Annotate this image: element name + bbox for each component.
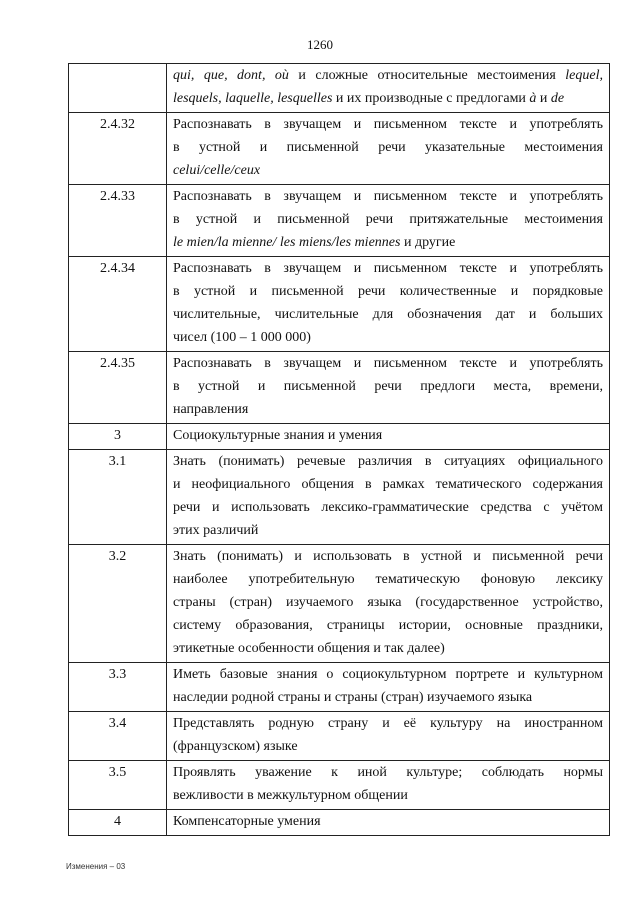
text-segment: Распознавать в звучащем и письменном тексте и употреблять: [173, 117, 603, 132]
text-line: [173, 686, 603, 709]
text-line: [173, 280, 603, 303]
section-description: [167, 352, 610, 424]
section-description: [167, 663, 610, 712]
text-segment: и: [536, 91, 551, 106]
text-segment: вежливости в межкультурном общении: [173, 788, 408, 803]
text-segment: Компенсаторные умения: [173, 814, 321, 829]
text-segment: и неофициального общения в рамках тематического содержания: [173, 477, 603, 492]
section-number: 2.4.32: [69, 113, 167, 185]
text-segment: Знать (понимать) речевые различия в ситуациях официального: [173, 454, 603, 469]
text-line: [173, 375, 603, 398]
text-line: [173, 231, 603, 254]
section-number: 3.5: [69, 761, 167, 810]
content-table: [68, 63, 610, 836]
table-row: [69, 663, 610, 712]
text-line: [173, 735, 603, 758]
text-line: [173, 810, 603, 833]
text-line: [173, 303, 603, 326]
text-line: [173, 784, 603, 807]
text-segment: наследии родной страны и страны (стран) изучаемого языка: [173, 690, 533, 705]
text-segment: и их производные с предлогами: [332, 91, 530, 106]
table-row: [69, 185, 610, 257]
text-line: [173, 159, 603, 182]
text-line: [173, 352, 603, 375]
table-row: [69, 424, 610, 450]
table-row: [69, 113, 610, 185]
section-description: [167, 810, 610, 836]
italic-term: qui, que, dont, où: [173, 68, 289, 83]
text-line: [173, 591, 603, 614]
text-segment: и сложные относительные местоимения: [288, 68, 566, 83]
text-segment: в устной и письменной речи указательные местоимения: [173, 140, 603, 155]
section-description: [167, 113, 610, 185]
section-description: [167, 545, 610, 663]
text-segment: страны (стран) изучаемого языка (государственное устройство,: [173, 595, 603, 610]
text-segment: Социокультурные знания и умения: [173, 428, 383, 443]
text-line: [173, 113, 603, 136]
section-description: [167, 424, 610, 450]
section-description: [167, 450, 610, 545]
text-segment: в устной и письменной речи притяжательные местоимения: [173, 212, 603, 227]
text-line: [173, 398, 603, 421]
text-line: [173, 761, 603, 784]
italic-term: lesquels, laquelle, lesquelles: [173, 91, 333, 106]
text-line: [173, 185, 603, 208]
text-segment: Проявлять уважение к иной культуре; соблюдать нормы: [173, 765, 603, 780]
text-line: [173, 326, 603, 349]
text-line: [173, 519, 603, 542]
italic-term: à: [529, 91, 537, 106]
table-row: [69, 450, 610, 545]
text-segment: систему образования, страницы истории, основные праздники,: [173, 618, 603, 633]
text-line: [173, 614, 603, 637]
text-line: [173, 545, 603, 568]
table-row: [69, 810, 610, 836]
text-segment: наиболее употребительную тематическую фоновую лексику: [173, 572, 603, 587]
footer-revision: Изменения – 03: [66, 862, 126, 871]
text-line: [173, 424, 603, 447]
italic-term: le mien/la mienne/ les miens/les miennes: [173, 235, 401, 250]
table-row: [69, 352, 610, 424]
text-line: [173, 64, 603, 87]
text-segment: чисел (100 – 1 000 000): [173, 330, 311, 345]
section-description: [167, 712, 610, 761]
section-number: 2.4.33: [69, 185, 167, 257]
table-row: [69, 712, 610, 761]
section-number: 2.4.35: [69, 352, 167, 424]
text-segment: направления: [173, 402, 249, 417]
table-row: [69, 257, 610, 352]
section-number: [69, 64, 167, 113]
text-segment: этикетные особенности общения и так далее): [173, 641, 445, 656]
section-description: [167, 257, 610, 352]
table-row: [69, 64, 610, 113]
text-segment: этих различий: [173, 523, 259, 538]
text-segment: Представлять родную страну и её культуру на иностранном: [173, 716, 603, 731]
text-line: [173, 637, 603, 660]
section-number: 3.2: [69, 545, 167, 663]
text-line: [173, 136, 603, 159]
table-row: [69, 545, 610, 663]
section-number: 3.1: [69, 450, 167, 545]
text-line: [173, 87, 603, 110]
text-segment: и другие: [400, 235, 456, 250]
italic-term: celui/celle/ceux: [173, 163, 261, 178]
text-segment: Распознавать в звучащем и письменном тексте и употреблять: [173, 189, 603, 204]
text-line: [173, 712, 603, 735]
text-line: [173, 208, 603, 231]
table-row: [69, 761, 610, 810]
section-description: [167, 64, 610, 113]
section-number: 3.3: [69, 663, 167, 712]
text-segment: Знать (понимать) и использовать в устной и письменной речи: [173, 549, 603, 564]
page-number: 1260: [307, 37, 333, 52]
text-segment: числительные, числительные для обозначения дат и больших: [173, 307, 603, 322]
text-segment: в устной и письменной речи предлоги места, времени,: [173, 379, 603, 394]
text-segment: Распознавать в звучащем и письменном тексте и употреблять: [173, 356, 603, 371]
text-line: [173, 663, 603, 686]
section-number: 3.4: [69, 712, 167, 761]
text-line: [173, 568, 603, 591]
text-line: [173, 496, 603, 519]
section-description: [167, 185, 610, 257]
text-line: [173, 450, 603, 473]
text-segment: в устной и письменной речи количественные и порядковые: [173, 284, 603, 299]
italic-term: lequel,: [565, 68, 603, 83]
section-number: 2.4.34: [69, 257, 167, 352]
text-segment: Иметь базовые знания о социокультурном портрете и культурном: [173, 667, 603, 682]
table-body: [69, 64, 610, 836]
text-segment: Распознавать в звучащем и письменном тексте и употреблять: [173, 261, 603, 276]
section-number: 3: [69, 424, 167, 450]
text-segment: (французском) языке: [173, 739, 298, 754]
text-line: [173, 257, 603, 280]
text-line: [173, 473, 603, 496]
italic-term: de: [550, 91, 565, 106]
text-segment: речи и использовать лексико-грамматические средства с учётом: [173, 500, 603, 515]
section-number: 4: [69, 810, 167, 836]
section-description: [167, 761, 610, 810]
